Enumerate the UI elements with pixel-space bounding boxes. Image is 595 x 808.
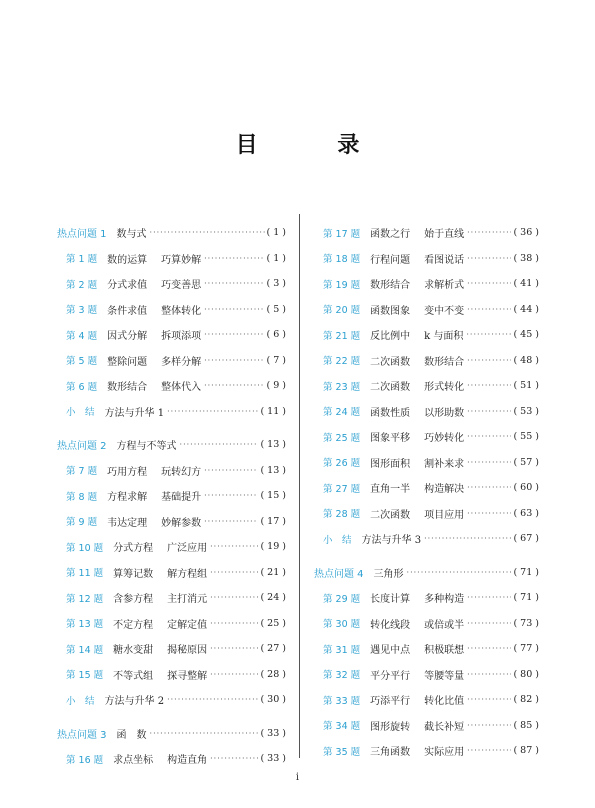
toc-entry[interactable] <box>57 534 286 560</box>
toc-entry-topic: 含参方程 <box>113 594 154 606</box>
toc-entry-label: 第 15 题 <box>66 670 104 682</box>
toc-entry-topic: 方法与升华 2 <box>104 696 165 708</box>
toc-entry[interactable] <box>314 220 539 246</box>
dot-leader <box>150 228 265 237</box>
toc-entry-subtopic: 始于直线 <box>424 229 465 241</box>
toc-entry-label: 第 24 题 <box>323 407 361 419</box>
toc-entry-topic: 函数图象 <box>370 305 411 317</box>
toc-entry-subtopic: 形式转化 <box>424 382 465 394</box>
toc-entry-subtopic: 多样分解 <box>161 356 202 368</box>
toc-entry-page: ( 27 ) <box>260 643 286 655</box>
toc-entry[interactable] <box>314 636 539 662</box>
toc-entry-page: ( 28 ) <box>260 668 286 680</box>
toc-entry-page: ( 82 ) <box>513 694 539 706</box>
toc-entry-subtopic: 构造解决 <box>424 484 465 496</box>
toc-entry-label: 第 26 题 <box>323 458 361 470</box>
toc-entry-topic: 二次函数 <box>370 509 411 521</box>
toc-entry-page: ( 19 ) <box>260 541 286 553</box>
toc-entry-subtopic: 变中不变 <box>424 305 465 317</box>
toc-entry-page: ( 7 ) <box>266 354 286 366</box>
toc-entry-topic: 条件求值 <box>107 305 148 317</box>
toc-entry[interactable] <box>57 399 286 425</box>
toc-entry[interactable] <box>314 687 539 713</box>
toc-entry[interactable] <box>314 297 539 323</box>
toc-entry-label: 热点问题 1 <box>57 229 107 241</box>
toc-entry[interactable] <box>314 475 539 501</box>
toc-entry-subtopic: 多种构造 <box>424 594 465 606</box>
toc-entry-page: ( 6 ) <box>266 329 286 341</box>
toc-entry-topic: 整除问题 <box>107 356 148 368</box>
toc-entry-page: ( 71 ) <box>513 566 539 578</box>
toc-entry-topic: 行程问题 <box>370 254 411 266</box>
dot-leader <box>210 644 258 653</box>
toc-entry[interactable] <box>314 424 539 450</box>
toc-entry-topic: 图形面积 <box>370 458 411 470</box>
toc-entry-topic: 图形旋转 <box>370 721 411 733</box>
toc-entry-subtopic: 基础提升 <box>161 492 202 504</box>
toc-entry-label: 第 7 题 <box>66 466 98 478</box>
dot-leader <box>204 491 258 500</box>
dot-leader <box>167 695 258 704</box>
dot-leader <box>150 729 259 738</box>
dot-leader <box>204 279 264 288</box>
dot-leader <box>210 593 258 602</box>
toc-entry-label: 第 17 题 <box>323 228 361 240</box>
toc-entry-topic: 函数性质 <box>370 407 411 419</box>
toc-entry-page: ( 13 ) <box>260 464 286 476</box>
toc-entry-topic: 函数之行 <box>370 229 411 241</box>
toc-entry-subtopic: k 与面积 <box>424 331 464 343</box>
dot-leader <box>467 721 511 730</box>
toc-entry-page: ( 17 ) <box>260 515 286 527</box>
toc-entry-subtopic: 等腰等量 <box>424 670 465 682</box>
toc-entry-label: 第 6 题 <box>66 381 98 393</box>
toc-entry-subtopic: 或倍或半 <box>424 619 465 631</box>
toc-entry-label: 第 12 题 <box>66 593 104 605</box>
toc-entry-page: ( 73 ) <box>513 617 539 629</box>
toc-entry-topic: 韦达定理 <box>107 517 148 529</box>
toc-entry-subtopic: 构造直角 <box>167 755 208 767</box>
toc-entry-label: 小 结 <box>66 407 95 419</box>
toc-entry-topic: 函 数 <box>116 729 147 741</box>
toc-entry-page: ( 57 ) <box>513 456 539 468</box>
toc-entry-label: 第 23 题 <box>323 381 361 393</box>
toc-entry[interactable] <box>314 348 539 374</box>
dot-leader <box>204 381 264 390</box>
dot-leader <box>204 305 264 314</box>
toc-entry[interactable] <box>57 271 286 297</box>
dot-leader <box>204 517 258 526</box>
toc-entry-page: ( 63 ) <box>513 507 539 519</box>
dot-leader <box>467 432 511 441</box>
toc-entry-label: 第 1 题 <box>66 254 98 266</box>
toc-entry-label: 第 27 题 <box>323 483 361 495</box>
toc-entry-subtopic: 玩转幻方 <box>161 466 202 478</box>
toc-entry-topic: 遇见中点 <box>370 645 411 657</box>
toc-entry-label: 第 34 题 <box>323 721 361 733</box>
toc-entry-page: ( 11 ) <box>260 405 286 417</box>
toc-entry[interactable] <box>314 322 539 348</box>
toc-entry-subtopic: 项目应用 <box>424 509 465 521</box>
toc-entry-page: ( 3 ) <box>266 278 286 290</box>
toc-entry-page: ( 24 ) <box>260 592 286 604</box>
dot-leader <box>210 619 258 628</box>
toc-entry-label: 第 25 题 <box>323 432 361 444</box>
dot-leader <box>467 644 511 653</box>
toc-entry-label: 热点问题 3 <box>57 729 107 741</box>
toc-entry[interactable] <box>314 373 539 399</box>
toc-entry-page: ( 55 ) <box>513 431 539 443</box>
toc-entry[interactable] <box>314 611 539 637</box>
toc-entry-subtopic: 拆项添项 <box>161 331 202 343</box>
toc-entry-topic: 分式方程 <box>113 543 154 555</box>
toc-entry[interactable] <box>314 271 539 297</box>
dot-leader <box>467 593 511 602</box>
dot-leader <box>467 381 511 390</box>
toc-entry[interactable] <box>314 526 539 552</box>
toc-section-entry[interactable] <box>57 432 286 458</box>
toc-entry-label: 第 22 题 <box>323 356 361 368</box>
toc-entry-label: 第 4 题 <box>66 330 98 342</box>
toc-entry-label: 第 2 题 <box>66 279 98 291</box>
toc-entry-page: ( 41 ) <box>513 278 539 290</box>
toc-entry[interactable] <box>57 585 286 611</box>
dot-leader <box>467 670 511 679</box>
dot-leader <box>204 254 264 263</box>
toc-entry[interactable] <box>57 483 286 509</box>
toc-entry[interactable] <box>314 662 539 688</box>
toc-entry-page: ( 33 ) <box>260 727 286 739</box>
toc-entry-topic: 三角函数 <box>370 747 411 759</box>
toc-entry-topic: 不等式组 <box>113 670 154 682</box>
toc-entry-topic: 数的运算 <box>107 254 148 266</box>
toc-entry-label: 第 8 题 <box>66 491 98 503</box>
toc-entry-topic: 平分平行 <box>370 670 411 682</box>
dot-leader <box>407 568 512 577</box>
toc-entry-page: ( 15 ) <box>260 490 286 502</box>
toc-entry[interactable] <box>314 585 539 611</box>
toc-entry-subtopic: 主打消元 <box>167 594 208 606</box>
toc-entry[interactable] <box>314 713 539 739</box>
toc-entry-label: 第 3 题 <box>66 305 98 317</box>
toc-entry-label: 第 19 题 <box>323 279 361 291</box>
toc-entry-page: ( 45 ) <box>513 329 539 341</box>
toc-entry-page: ( 21 ) <box>260 566 286 578</box>
dot-leader <box>466 330 511 339</box>
dot-leader <box>180 440 259 449</box>
dot-leader <box>467 458 511 467</box>
toc-entry-page: ( 60 ) <box>513 482 539 494</box>
toc-entry[interactable] <box>314 450 539 476</box>
toc-entry-topic: 数与式 <box>116 229 147 241</box>
toc-entry-topic: 长度计算 <box>370 594 411 606</box>
toc-section-entry[interactable] <box>57 220 286 246</box>
toc-entry-page: ( 48 ) <box>513 354 539 366</box>
toc-entry-label: 第 16 题 <box>66 754 104 766</box>
toc-entry-page: ( 51 ) <box>513 380 539 392</box>
toc-entry[interactable] <box>57 509 286 535</box>
toc-entry-subtopic: 实际应用 <box>424 747 465 759</box>
toc-entry-topic: 分式求值 <box>107 280 148 292</box>
toc-entry-page: ( 9 ) <box>266 380 286 392</box>
toc-entry-subtopic: 解方程组 <box>167 568 208 580</box>
toc-entry-topic: 巧添平行 <box>370 696 411 708</box>
dot-leader <box>210 542 258 551</box>
toc-entry-topic: 方程与不等式 <box>116 441 177 453</box>
dot-leader <box>467 407 511 416</box>
dot-leader <box>467 746 511 755</box>
toc-entry-label: 第 30 题 <box>323 619 361 631</box>
toc-entry-topic: 反比例中 <box>370 331 411 343</box>
toc-entry-topic: 二次函数 <box>370 382 411 394</box>
toc-entry[interactable] <box>57 322 286 348</box>
toc-entry[interactable] <box>57 662 286 688</box>
toc-entry-topic: 二次函数 <box>370 356 411 368</box>
toc-section-entry[interactable] <box>314 560 539 586</box>
toc-entry-topic: 三角形 <box>373 568 404 580</box>
toc-entry-label: 第 5 题 <box>66 356 98 368</box>
toc-entry-topic: 求点坐标 <box>113 755 154 767</box>
toc-entry-page: ( 1 ) <box>266 227 286 239</box>
toc-entry-subtopic: 妙解参数 <box>161 517 202 529</box>
toc-entry-page: ( 33 ) <box>260 753 286 765</box>
toc-entry-subtopic: 截长补短 <box>424 721 465 733</box>
toc-entry-subtopic: 求解析式 <box>424 280 465 292</box>
toc-entry-subtopic: 探寻整解 <box>167 670 208 682</box>
toc-entry-subtopic: 割补来求 <box>424 458 465 470</box>
toc-entry-page: ( 1 ) <box>266 252 286 264</box>
toc-entry[interactable] <box>57 560 286 586</box>
toc-entry-subtopic: 整体转化 <box>161 305 202 317</box>
toc-entry-label: 第 33 题 <box>323 695 361 707</box>
toc-entry-subtopic: 转化比值 <box>424 696 465 708</box>
toc-entry-page: ( 53 ) <box>513 405 539 417</box>
toc-entry-page: ( 77 ) <box>513 643 539 655</box>
toc-entry[interactable] <box>57 246 286 272</box>
dot-leader <box>467 305 511 314</box>
toc-entry-label: 第 14 题 <box>66 644 104 656</box>
toc-entry-page: ( 36 ) <box>513 227 539 239</box>
toc-entry-label: 小 结 <box>66 695 95 707</box>
dot-leader <box>467 228 511 237</box>
toc-entry-label: 第 21 题 <box>323 330 361 342</box>
toc-entry[interactable] <box>57 746 286 772</box>
toc-section-entry[interactable] <box>57 721 286 747</box>
dot-leader <box>210 568 258 577</box>
toc-entry-topic: 不定方程 <box>113 619 154 631</box>
dot-leader <box>204 466 258 475</box>
toc-entry-topic: 方程求解 <box>107 492 148 504</box>
toc-entry-subtopic: 揭秘原因 <box>167 645 208 657</box>
toc-entry-page: ( 71 ) <box>513 592 539 604</box>
toc-entry-topic: 数形结合 <box>370 280 411 292</box>
toc-entry-label: 热点问题 4 <box>314 568 364 580</box>
dot-leader <box>467 509 511 518</box>
toc-column-right <box>314 220 539 764</box>
toc-entry-page: ( 38 ) <box>513 252 539 264</box>
toc-entry-page: ( 87 ) <box>513 745 539 757</box>
dot-leader <box>467 279 511 288</box>
toc-entry-subtopic: 看图说话 <box>424 254 465 266</box>
dot-leader <box>210 670 258 679</box>
toc-entry[interactable] <box>57 636 286 662</box>
toc-entry-page: ( 85 ) <box>513 719 539 731</box>
toc-entry[interactable] <box>57 348 286 374</box>
toc-entry-topic: 图象平移 <box>370 433 411 445</box>
toc-entry-page: ( 30 ) <box>260 694 286 706</box>
toc-entry-page: ( 67 ) <box>513 533 539 545</box>
dot-leader <box>467 695 511 704</box>
dot-leader <box>467 483 511 492</box>
toc-entry[interactable] <box>57 611 286 637</box>
dot-leader <box>467 356 511 365</box>
toc-entry-label: 第 9 题 <box>66 517 98 529</box>
toc-entry-topic: 数形结合 <box>107 382 148 394</box>
toc-entry[interactable] <box>57 687 286 713</box>
toc-entry[interactable] <box>314 501 539 527</box>
toc-entry-subtopic: 巧算妙解 <box>161 254 202 266</box>
toc-column-left <box>57 220 286 772</box>
dot-leader <box>204 330 264 339</box>
toc-entry-subtopic: 整体代入 <box>161 382 202 394</box>
toc-entry-label: 第 13 题 <box>66 619 104 631</box>
dot-leader <box>467 619 511 628</box>
toc-entry-topic: 方法与升华 1 <box>104 407 165 419</box>
toc-entry-subtopic: 积极联想 <box>424 645 465 657</box>
toc-entry-topic: 因式分解 <box>107 331 148 343</box>
dot-leader <box>210 754 258 763</box>
toc-entry-subtopic: 数形结合 <box>424 356 465 368</box>
toc-entry-subtopic: 定解定值 <box>167 619 208 631</box>
page-title: 目 录 <box>235 133 396 158</box>
page-number: i <box>295 772 300 783</box>
toc-entry-label: 小 结 <box>323 534 352 546</box>
toc-entry[interactable] <box>57 458 286 484</box>
toc-entry-label: 第 35 题 <box>323 746 361 758</box>
toc-entry-page: ( 44 ) <box>513 303 539 315</box>
toc-entry-topic: 糖水变甜 <box>113 645 154 657</box>
toc-entry-page: ( 5 ) <box>266 303 286 315</box>
toc-entry-page: ( 13 ) <box>260 439 286 451</box>
toc-entry-topic: 巧用方程 <box>107 466 148 478</box>
dot-leader <box>467 254 511 263</box>
toc-entry-label: 第 28 题 <box>323 509 361 521</box>
dot-leader <box>424 534 511 543</box>
column-divider <box>299 214 300 758</box>
toc-entry-subtopic: 巧变善思 <box>161 280 202 292</box>
toc-entry-subtopic: 以形助数 <box>424 407 465 419</box>
toc-entry-label: 第 31 题 <box>323 644 361 656</box>
toc-entry[interactable] <box>314 738 539 764</box>
toc-entry-label: 第 29 题 <box>323 593 361 605</box>
toc-entry-topic: 转化线段 <box>370 619 411 631</box>
toc-entry-label: 第 18 题 <box>323 254 361 266</box>
toc-entry-subtopic: 巧妙转化 <box>424 433 465 445</box>
toc-entry[interactable] <box>57 297 286 323</box>
toc-entry-label: 第 11 题 <box>66 568 104 580</box>
toc-entry-label: 热点问题 2 <box>57 441 107 453</box>
dot-leader <box>204 356 264 365</box>
toc-entry[interactable] <box>314 246 539 272</box>
toc-entry-topic: 方法与升华 3 <box>361 535 422 547</box>
toc-entry-label: 第 32 题 <box>323 670 361 682</box>
toc-entry-page: ( 80 ) <box>513 668 539 680</box>
toc-entry-topic: 直角一半 <box>370 484 411 496</box>
toc-entry-subtopic: 广泛应用 <box>167 543 208 555</box>
toc-entry-label: 第 20 题 <box>323 305 361 317</box>
toc-entry[interactable] <box>314 399 539 425</box>
dot-leader <box>167 407 258 416</box>
toc-entry-page: ( 25 ) <box>260 617 286 629</box>
toc-entry[interactable] <box>57 373 286 399</box>
toc-entry-topic: 算筹记数 <box>113 568 154 580</box>
toc-entry-label: 第 10 题 <box>66 542 104 554</box>
